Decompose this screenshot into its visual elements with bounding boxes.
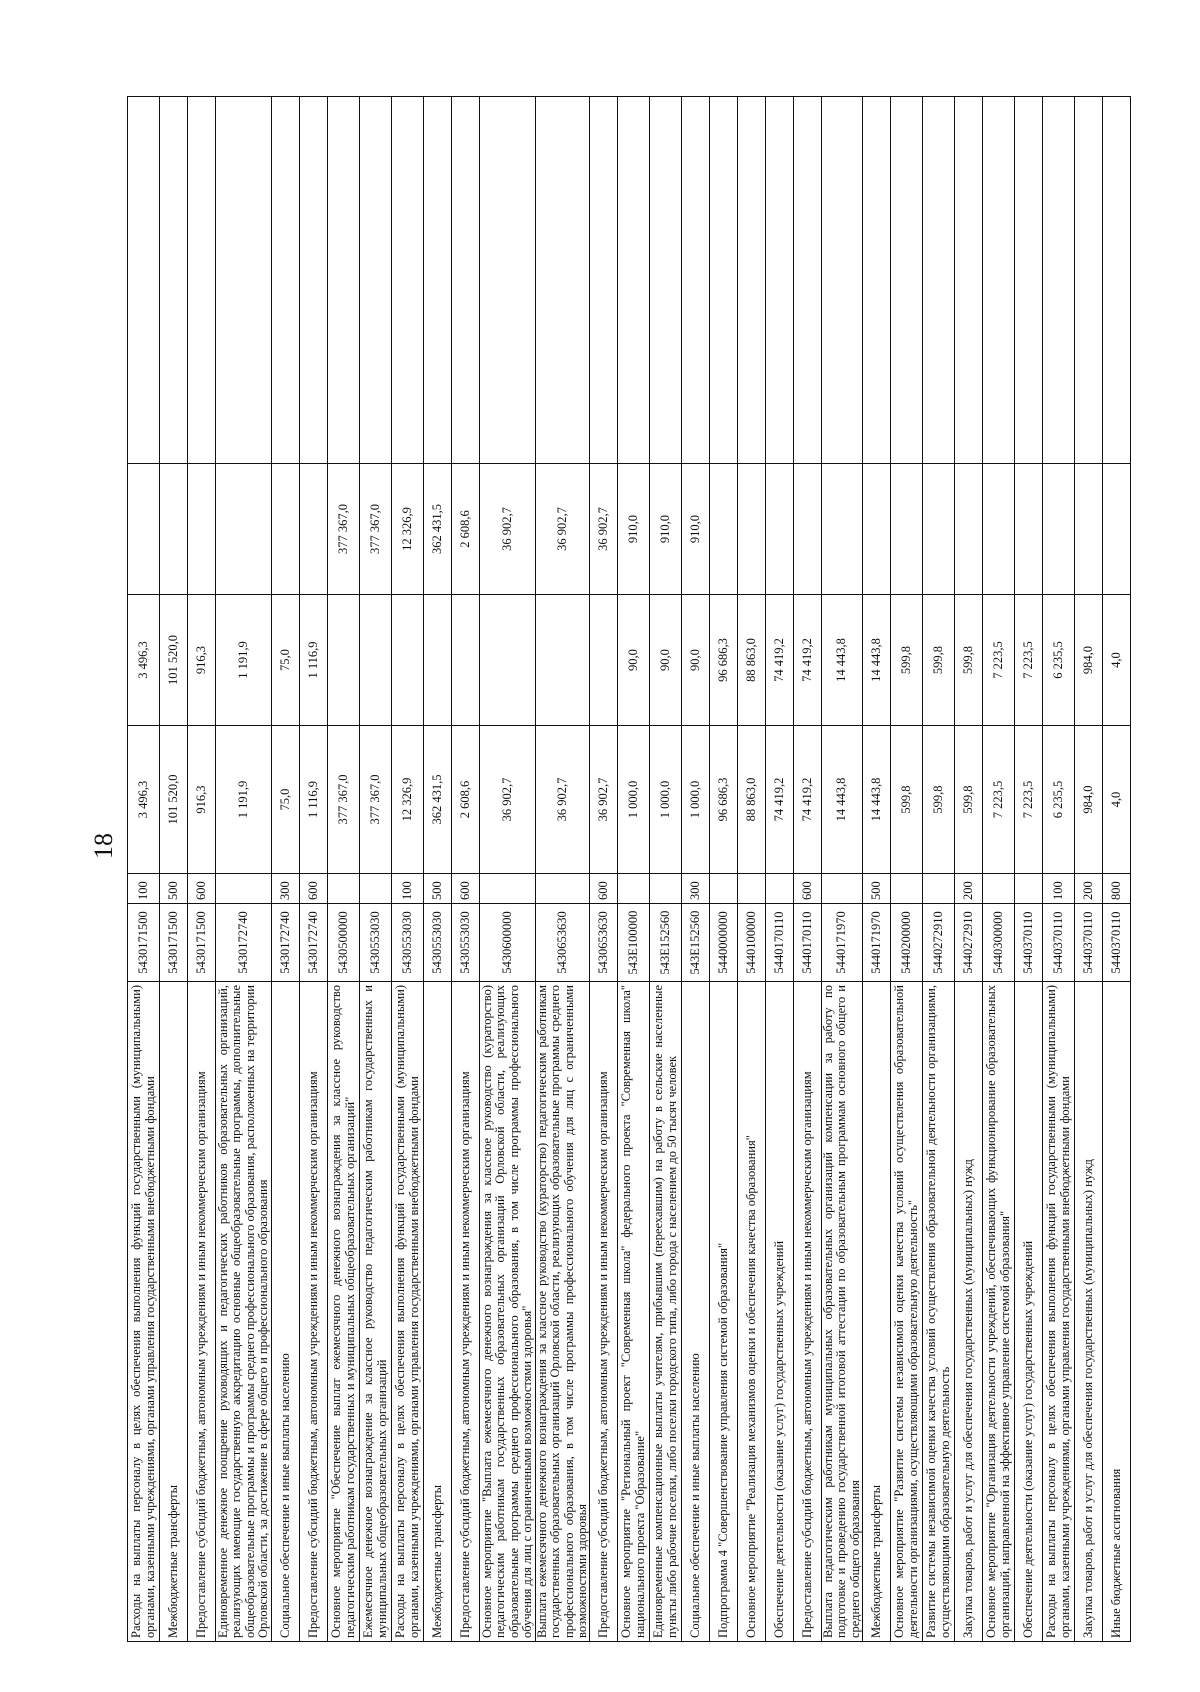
row-target-code: 5430600000 [480, 904, 536, 982]
row-amount-column-3: 36 902,7 [536, 464, 590, 595]
table-row [452, 97, 480, 1642]
row-amount-total: 14 443,8 [863, 726, 891, 874]
row-amount-total: 14 443,8 [822, 726, 863, 874]
row-description: Предоставление субсидий бюджетным, автономным учреждениям и иным некоммерческим организациям [452, 982, 480, 1642]
row-description: Социальное обеспечение и иные выплаты населению [272, 982, 300, 1642]
row-target-code: 5440200000 [891, 904, 923, 982]
row-target-code: 5440272910 [923, 904, 955, 982]
row-expense-type: 100 [392, 874, 424, 904]
table-row [1015, 97, 1043, 1642]
row-amount-total: 377 367,0 [328, 726, 360, 874]
row-amount-column-3 [160, 464, 188, 595]
row-amount-column-4 [216, 97, 272, 464]
row-description: Предоставление субсидий бюджетным, автономным учреждениям и иным некоммерческим организациям [590, 982, 618, 1642]
table-row [188, 97, 216, 1642]
row-expense-type [480, 874, 536, 904]
row-description: Расходы на выплаты персоналу в целях обеспечения выполнения функций государственными (муниципальными) органами, казенными учреждениями, органами управления государственными внебюджетными фондами [392, 982, 424, 1642]
row-target-code: 5440000000 [710, 904, 738, 982]
row-expense-type: 600 [794, 874, 822, 904]
row-amount-column-3 [188, 464, 216, 595]
row-amount-column-4 [128, 97, 160, 464]
row-amount-column-3 [1043, 464, 1075, 595]
row-target-code: 543E152560 [650, 904, 682, 982]
row-amount-total: 36 902,7 [480, 726, 536, 874]
row-amount-total: 36 902,7 [536, 726, 590, 874]
row-amount-column-3 [1075, 464, 1103, 595]
row-amount-column-2: 90,0 [618, 595, 650, 726]
row-target-code: 5430172740 [216, 904, 272, 982]
row-amount-column-3 [794, 464, 822, 595]
row-amount-column-2: 75,0 [272, 595, 300, 726]
row-amount-column-3: 377 367,0 [360, 464, 392, 595]
row-amount-column-2 [452, 595, 480, 726]
row-expense-type: 500 [160, 874, 188, 904]
row-amount-column-3: 910,0 [682, 464, 710, 595]
row-amount-column-3: 12 326,9 [392, 464, 424, 595]
row-description: Закупка товаров, работ и услуг для обеспечения государственных (муниципальных) нужд [955, 982, 983, 1642]
row-amount-column-4 [480, 97, 536, 464]
row-amount-column-4 [738, 97, 766, 464]
table-row [863, 97, 891, 1642]
row-description: Предоставление субсидий бюджетным, автономным учреждениям и иным некоммерческим организациям [794, 982, 822, 1642]
row-target-code: 5430172740 [300, 904, 328, 982]
row-amount-total: 74 419,2 [794, 726, 822, 874]
table-row [923, 97, 955, 1642]
row-target-code: 5440300000 [983, 904, 1015, 982]
row-amount-total: 2 608,6 [452, 726, 480, 874]
row-target-code: 5440370110 [1015, 904, 1043, 982]
row-amount-column-4 [891, 97, 923, 464]
row-amount-total: 6 235,5 [1043, 726, 1075, 874]
row-description: Выплата педагогическим работникам муниципальных образовательных организаций компенсации за работу по подготовке и проведению государственной итоговой аттестации по образовательным программам основного общего и среднего общего образования [822, 982, 863, 1642]
row-amount-column-4 [160, 97, 188, 464]
row-amount-column-3: 2 608,6 [452, 464, 480, 595]
row-amount-column-2 [424, 595, 452, 726]
row-amount-column-2: 96 686,3 [710, 595, 738, 726]
row-expense-type [536, 874, 590, 904]
table-row [983, 97, 1015, 1642]
row-amount-total: 1 000,0 [682, 726, 710, 874]
row-amount-column-4 [1103, 97, 1131, 464]
row-amount-column-2: 90,0 [682, 595, 710, 726]
row-amount-column-4 [424, 97, 452, 464]
row-target-code: 5430653630 [590, 904, 618, 982]
row-target-code: 5430500000 [328, 904, 360, 982]
row-description: Расходы на выплаты персоналу в целях обеспечения выполнения функций государственными (муниципальными) органами, казенными учреждениями, органами управления государственными внебюджетными фондами [128, 982, 160, 1642]
row-amount-column-3 [822, 464, 863, 595]
row-expense-type [328, 874, 360, 904]
row-expense-type [1015, 874, 1043, 904]
row-amount-column-3 [710, 464, 738, 595]
row-amount-column-2 [480, 595, 536, 726]
row-amount-column-4 [863, 97, 891, 464]
row-amount-column-2 [328, 595, 360, 726]
row-amount-column-4 [272, 97, 300, 464]
row-expense-type: 200 [955, 874, 983, 904]
row-expense-type: 600 [452, 874, 480, 904]
row-amount-total: 3 496,3 [128, 726, 160, 874]
row-amount-column-2: 7 223,5 [983, 595, 1015, 726]
table-row [128, 97, 160, 1642]
row-expense-type: 300 [272, 874, 300, 904]
row-amount-total: 362 431,5 [424, 726, 452, 874]
row-amount-total: 984,0 [1075, 726, 1103, 874]
table-row [891, 97, 923, 1642]
row-amount-column-4 [1043, 97, 1075, 464]
row-description: Единовременные компенсационные выплаты учителям, прибывшим (переехавшим) на работу в сельские населенные пункты либо рабочие поселки, либо поселки городского типа, либо города с населением до 50 тысяч человек [650, 982, 682, 1642]
table-row [424, 97, 452, 1642]
row-amount-total: 1 116,9 [300, 726, 328, 874]
table-row [328, 97, 360, 1642]
row-amount-column-2: 4,0 [1103, 595, 1131, 726]
row-expense-type [710, 874, 738, 904]
row-amount-column-4 [983, 97, 1015, 464]
row-description: Закупка товаров, работ и услуг для обеспечения государственных (муниципальных) нужд [1075, 982, 1103, 1642]
row-amount-column-3 [766, 464, 794, 595]
row-expense-type [618, 874, 650, 904]
row-description: Социальное обеспечение и иные выплаты населению [682, 982, 710, 1642]
row-amount-total: 599,8 [923, 726, 955, 874]
row-amount-column-2: 7 223,5 [1015, 595, 1043, 726]
row-description: Межбюджетные трансферты [424, 982, 452, 1642]
table-row [392, 97, 424, 1642]
row-expense-type [650, 874, 682, 904]
budget-table-body [128, 97, 1131, 1642]
budget-table [127, 96, 1131, 1642]
row-amount-column-2: 6 235,5 [1043, 595, 1075, 726]
row-amount-total: 1 191,9 [216, 726, 272, 874]
row-target-code: 5430172740 [272, 904, 300, 982]
table-row [822, 97, 863, 1642]
row-amount-column-3: 36 902,7 [590, 464, 618, 595]
row-description: Иные бюджетные ассигнования [1103, 982, 1131, 1642]
row-expense-type: 600 [300, 874, 328, 904]
row-description: Обеспечение деятельности (оказание услуг) государственных учреждений [1015, 982, 1043, 1642]
row-amount-total: 101 520,0 [160, 726, 188, 874]
row-expense-type: 100 [1043, 874, 1075, 904]
row-expense-type: 100 [128, 874, 160, 904]
row-expense-type [822, 874, 863, 904]
row-expense-type [891, 874, 923, 904]
row-expense-type: 500 [863, 874, 891, 904]
row-amount-column-3: 910,0 [650, 464, 682, 595]
row-target-code: 5430553030 [360, 904, 392, 982]
row-amount-column-3 [300, 464, 328, 595]
table-row [536, 97, 590, 1642]
row-amount-column-3 [272, 464, 300, 595]
row-amount-column-4 [822, 97, 863, 464]
row-amount-total: 7 223,5 [1015, 726, 1043, 874]
row-expense-type [766, 874, 794, 904]
row-target-code: 5440171970 [822, 904, 863, 982]
row-description: Основное мероприятие "Обеспечение выплат ежемесячного денежного вознаграждения за классное руководство педагогическим работникам государственных и муниципальных общеобразовательных организаций" [328, 982, 360, 1642]
row-amount-column-2 [392, 595, 424, 726]
row-target-code: 5440100000 [738, 904, 766, 982]
row-description: Межбюджетные трансферты [863, 982, 891, 1642]
row-description: Единовременное денежное поощрение руководящих и педагогических работников образовательных организаций, реализующих имеющие государственную аккредитацию основные общеобразовательные программы, дополнительные общеобразовательные программы и программы среднего профессионального образования, расположенных на территории Орловской области, за достижение в сфере общего и профессионального образования [216, 982, 272, 1642]
row-expense-type: 300 [682, 874, 710, 904]
row-amount-column-2: 88 863,0 [738, 595, 766, 726]
row-amount-column-2: 3 496,3 [128, 595, 160, 726]
table-row [1103, 97, 1131, 1642]
row-amount-column-2: 984,0 [1075, 595, 1103, 726]
row-amount-column-4 [1015, 97, 1043, 464]
row-amount-column-4 [955, 97, 983, 464]
row-description: Подпрограмма 4 "Совершенствование управления системой образования" [710, 982, 738, 1642]
row-description: Ежемесячное денежное вознаграждение за классное руководство педагогическим работникам государственных и муниципальных общеобразовательных организаций [360, 982, 392, 1642]
row-amount-total: 1 000,0 [618, 726, 650, 874]
row-amount-column-3 [923, 464, 955, 595]
row-amount-column-4 [923, 97, 955, 464]
table-row [272, 97, 300, 1642]
row-amount-column-3 [216, 464, 272, 595]
row-amount-column-4 [300, 97, 328, 464]
table-row [590, 97, 618, 1642]
table-row [1043, 97, 1075, 1642]
row-target-code: 5440272910 [955, 904, 983, 982]
row-amount-column-4 [1075, 97, 1103, 464]
row-amount-column-2: 599,8 [891, 595, 923, 726]
row-amount-total: 88 863,0 [738, 726, 766, 874]
table-row [710, 97, 738, 1642]
row-amount-total: 916,3 [188, 726, 216, 874]
row-description: Основное мероприятие "Организация деятельности учреждений, обеспечивающих функционирование образовательных организаций, направленной на эффективное управление системой образования" [983, 982, 1015, 1642]
row-target-code: 5430553030 [424, 904, 452, 982]
table-row [738, 97, 766, 1642]
row-expense-type [216, 874, 272, 904]
table-row [480, 97, 536, 1642]
row-expense-type: 500 [424, 874, 452, 904]
row-target-code: 5430553030 [392, 904, 424, 982]
row-amount-column-3 [1015, 464, 1043, 595]
row-amount-total: 12 326,9 [392, 726, 424, 874]
row-amount-column-3: 362 431,5 [424, 464, 452, 595]
row-description: Основное мероприятие "Выплата ежемесячного денежного вознаграждения за классное руководство (кураторство) педагогическим работникам государственных образовательных организаций Орловской области, реализующих образовательные программы среднего профессионального образования, в том числе программы профессионального обучения для лиц с ограниченными возможностями здоровья" [480, 982, 536, 1642]
row-target-code: 5440370110 [1103, 904, 1131, 982]
table-row [794, 97, 822, 1642]
row-amount-column-2 [360, 595, 392, 726]
row-amount-column-4 [650, 97, 682, 464]
table-row [955, 97, 983, 1642]
row-target-code: 5430171500 [160, 904, 188, 982]
row-amount-total: 377 367,0 [360, 726, 392, 874]
table-row [300, 97, 328, 1642]
row-amount-column-4 [794, 97, 822, 464]
row-target-code: 5430553030 [452, 904, 480, 982]
row-amount-column-4 [682, 97, 710, 464]
row-description: Предоставление субсидий бюджетным, автономным учреждениям и иным некоммерческим организациям [300, 982, 328, 1642]
row-amount-total: 7 223,5 [983, 726, 1015, 874]
row-target-code: 5430171500 [188, 904, 216, 982]
row-description: Межбюджетные трансферты [160, 982, 188, 1642]
row-amount-total: 4,0 [1103, 726, 1131, 874]
table-row [160, 97, 188, 1642]
row-target-code: 5430653630 [536, 904, 590, 982]
row-amount-column-2: 14 443,8 [822, 595, 863, 726]
row-amount-column-3: 910,0 [618, 464, 650, 595]
row-amount-column-2 [590, 595, 618, 726]
table-row [360, 97, 392, 1642]
row-amount-column-4 [392, 97, 424, 464]
table-row [1075, 97, 1103, 1642]
row-description: Предоставление субсидий бюджетным, автономным учреждениям и иным некоммерческим организациям [188, 982, 216, 1642]
row-amount-column-3 [128, 464, 160, 595]
row-expense-type: 600 [188, 874, 216, 904]
row-amount-total: 599,8 [955, 726, 983, 874]
row-amount-column-2 [536, 595, 590, 726]
row-target-code: 5440170110 [766, 904, 794, 982]
row-amount-total: 96 686,3 [710, 726, 738, 874]
table-row [618, 97, 650, 1642]
row-expense-type [983, 874, 1015, 904]
row-amount-column-2: 74 419,2 [766, 595, 794, 726]
row-amount-column-3 [1103, 464, 1131, 595]
table-row [216, 97, 272, 1642]
table-row [682, 97, 710, 1642]
row-description: Основное мероприятие "Региональный проект "Современная школа" федерального проекта "Современная школа" национального проекта "Образование" [618, 982, 650, 1642]
page-number: 18 [89, 833, 118, 859]
table-row [766, 97, 794, 1642]
row-amount-column-2: 599,8 [923, 595, 955, 726]
row-amount-column-3 [738, 464, 766, 595]
row-description: Обеспечение деятельности (оказание услуг) государственных учреждений [766, 982, 794, 1642]
row-description: Основное мероприятие "Развитие системы независимой оценки качества условий осуществления образовательной деятельности организациями, осуществляющими образовательную деятельность" [891, 982, 923, 1642]
row-target-code: 543E100000 [618, 904, 650, 982]
row-amount-total: 1 000,0 [650, 726, 682, 874]
row-description: Основное мероприятие "Реализация механизмов оценки и обеспечения качества образования" [738, 982, 766, 1642]
row-expense-type: 600 [590, 874, 618, 904]
row-expense-type [923, 874, 955, 904]
row-target-code: 5440170110 [794, 904, 822, 982]
row-description: Расходы на выплаты персоналу в целях обеспечения выполнения функций государственными (муниципальными) органами, казенными учреждениями, органами управления государственными внебюджетными фондами [1043, 982, 1075, 1642]
row-amount-column-2: 1 191,9 [216, 595, 272, 726]
row-amount-column-4 [536, 97, 590, 464]
row-target-code: 5440171970 [863, 904, 891, 982]
row-target-code: 543E152560 [682, 904, 710, 982]
row-amount-column-4 [188, 97, 216, 464]
row-amount-column-3 [983, 464, 1015, 595]
row-amount-column-2: 1 116,9 [300, 595, 328, 726]
row-amount-column-3 [863, 464, 891, 595]
row-description: Развитие системы независимой оценки качества условий осуществления образовательной деятельности организациями, осуществляющими образовательную деятельность [923, 982, 955, 1642]
row-amount-column-4 [360, 97, 392, 464]
row-expense-type [738, 874, 766, 904]
row-amount-column-2: 74 419,2 [794, 595, 822, 726]
budget-table-sheet [127, 97, 1123, 1642]
row-expense-type: 200 [1075, 874, 1103, 904]
row-amount-column-3 [955, 464, 983, 595]
row-amount-column-3: 36 902,7 [480, 464, 536, 595]
row-target-code: 5440370110 [1075, 904, 1103, 982]
row-amount-total: 599,8 [891, 726, 923, 874]
row-amount-column-3: 377 367,0 [328, 464, 360, 595]
row-description: Выплата ежемесячного денежного вознаграждения за классное руководство (кураторство) педагогическим работникам государственных образовательных организаций Орловской области, реализующих образовательные программы среднего профессионального образования, в том числе программы профессионального обучения для лиц с ограниченными возможностями здоровья [536, 982, 590, 1642]
row-amount-column-4 [710, 97, 738, 464]
row-amount-column-4 [328, 97, 360, 464]
row-amount-column-4 [766, 97, 794, 464]
row-amount-total: 74 419,2 [766, 726, 794, 874]
row-amount-column-2: 90,0 [650, 595, 682, 726]
table-row [650, 97, 682, 1642]
row-amount-total: 36 902,7 [590, 726, 618, 874]
row-amount-column-4 [452, 97, 480, 464]
row-target-code: 5430171500 [128, 904, 160, 982]
row-amount-column-2: 599,8 [955, 595, 983, 726]
row-amount-column-4 [618, 97, 650, 464]
row-amount-column-2: 916,3 [188, 595, 216, 726]
row-target-code: 5440370110 [1043, 904, 1075, 982]
row-amount-column-2: 101 520,0 [160, 595, 188, 726]
row-amount-total: 75,0 [272, 726, 300, 874]
row-expense-type: 800 [1103, 874, 1131, 904]
row-amount-column-4 [590, 97, 618, 464]
row-amount-column-3 [891, 464, 923, 595]
row-expense-type [360, 874, 392, 904]
row-amount-column-2: 14 443,8 [863, 595, 891, 726]
